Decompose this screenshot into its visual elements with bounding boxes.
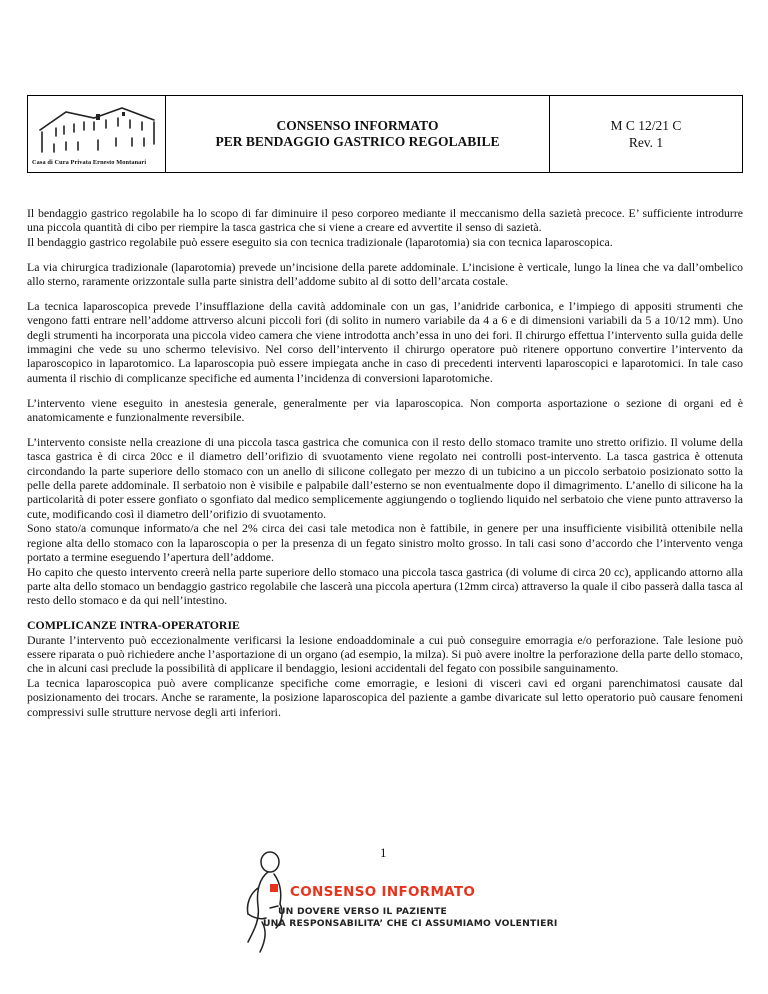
document-title <box>166 96 550 172</box>
document-body <box>27 206 743 719</box>
paragraph: Sono stato/a comunque informato/a che nel 2% circa dei casi tale metodica non è fattibile, in genere per una insufficiente visibilità ottenibile nella regione alta dello stomaco con la laparoscopia o per la presenza di un fegato sinistro molto grosso. In tali casi sono d’accordo che l’intervento venga portato a termine eseguendo l’apertura dell’addome. <box>27 521 743 565</box>
paragraph: Ho capito che questo intervento creerà nella parte superiore dello stomaco una piccola tasca gastrica (di volume di circa 20 cc), applicando attorno alla parte alta dello stomaco un bendaggio gastrico regolabile che lascerà una piccola apertura (12mm circa) attraverso la quale il cibo passerà dalla tasca al resto dello stomaco e da qui nell’intestino. <box>27 564 743 608</box>
logo-caption: Casa di Cura Privata Ernesto Montanari <box>32 159 147 166</box>
paragraph: La via chirurgica tradizionale (laparotomia) prevede un’incisione della parete addominale. L’incisione è verticale, lungo la linea che va dall’ombelico allo sterno, raramente orizzontale sulla parte sinistra dell’addome subito al di sotto dell’arcata costale. <box>27 259 743 289</box>
document-code <box>550 96 742 172</box>
page-number: 1 <box>380 845 387 860</box>
paragraph: L’intervento consiste nella creazione di una piccola tasca gastrica che comunica con il resto dello stomaco tramite uno stretto orifizio. Il volume della tasca gastrica è di circa 20cc e il diametro dell’orifizio di svuotamento viene regolato nei controlli post-intervento. La tasca gastrica è ottenuta circondando la parte superiore dello stomaco con un anello di silicone collegato per mezzo di un tubicino a un piccolo serbatoio posizionato sotto la pelle della parete addominale. Il serbatoio non è visibile e palpabile dall’esterno se non eventualmente dopo il dimagrimento. L’anello di silicone ha la particolarità di poter essere gonfiato o sgonfiato dal medico semplicemente aggiungendo o togliendo liquido nel serbatoio che viene punto attraverso la cute, modificando così il diametro dell’orifizio di svuotamento. <box>27 434 743 521</box>
paragraph: Durante l’intervento può eccezionalmente verificarsi la lesione endoaddominale a cui può conseguire emorragia e/o perforazione. Tale lesione può essere riparata o può richiedere anche l’asportazione di un organo (ad esempio, la milza). Si può avere inoltre la perforazione della parte dello stomaco, che in alcuni casi preclude la possibilità di applicare il bendaggio, lesioni accidentali del fegato con possibile sanguinamento. <box>27 632 743 676</box>
paragraph: L’intervento viene eseguito in anestesia generale, generalmente per via laparoscopica. Non comporta asportazione o sezione di organi ed è anatomicamente e funzionalmente reversibile. <box>27 395 743 425</box>
document-header <box>27 95 743 173</box>
footer-tagline-1: UN DOVERE VERSO IL PAZIENTE <box>278 906 448 917</box>
paragraph: Il bendaggio gastrico regolabile ha lo scopo di far diminuire il peso corporeo mediante il meccanismo della sazietà precoce. E’ sufficiente introdurre una piccola quantità di cibo per riempire la tasca gastrica che si viene a creare ed avvertite il senso di sazietà. <box>27 206 743 235</box>
person-sketch-icon <box>240 848 300 958</box>
title-line-1: CONSENSO INFORMATO <box>276 118 439 133</box>
footer-tagline-2: UNA RESPONSABILITA’ CHE CI ASSUMIAMO VOLENTIERI <box>263 918 558 929</box>
footer-title: CONSENSO INFORMATO <box>290 884 476 900</box>
building-sketch-icon <box>36 100 160 160</box>
clinic-logo <box>28 96 166 172</box>
code-value: M C 12/21 C <box>610 118 682 133</box>
paragraph: La tecnica laparoscopica può avere complicanze specifiche come emorragie, e lesioni di visceri cavi ed organi parenchimatosi causate dal posizionamento dei trocars. Anche se raramente, la posizione laparoscopica del paziente a gambe divaricate sul letto operatorio può causare fenomeni compressivi sulle strutture nervose degli arti inferiori. <box>27 675 743 719</box>
paragraph: La tecnica laparoscopica prevede l’insufflazione della cavità addominale con un gas, l’anidride carbonica, e l’impiego di appositi strumenti che vengono fatti entrare nell’addome attrverso alcuni piccoli fori (di solito in numero variabile da 4 a 6 e di dimensioni variabili da 5 a 10/12 mm). Uno degli strumenti ha incorporata una piccola video camera che viene introdotta anch’essa in uno dei fori. Il chirurgo effettua l’intervento sulla guida delle immagini che vede su uno schermo televisivo. Nel corso dell’intervento il chirurgo operatore può ritenere opportuno convertire l’intervento da laparoscopico in laparotomico. La laparoscopia può essere impiegata anche in caso di precedenti interventi laparoscopici e laparotomici. In tale caso aumenta il rischio di complicanze specifiche ed aumenta l’incidenza di conversioni laparotomiche. <box>27 298 743 385</box>
footer-badge <box>240 848 558 968</box>
revision-value: Rev. 1 <box>628 135 664 150</box>
paragraph: Il bendaggio gastrico regolabile può essere eseguito sia con tecnica tradizionale (laparotomia) sia con tecnica laparoscopica. <box>27 234 613 249</box>
section-title: COMPLICANZE INTRA-OPERATORIE <box>27 618 240 633</box>
title-line-2: PER BENDAGGIO GASTRICO REGOLABILE <box>215 134 500 149</box>
